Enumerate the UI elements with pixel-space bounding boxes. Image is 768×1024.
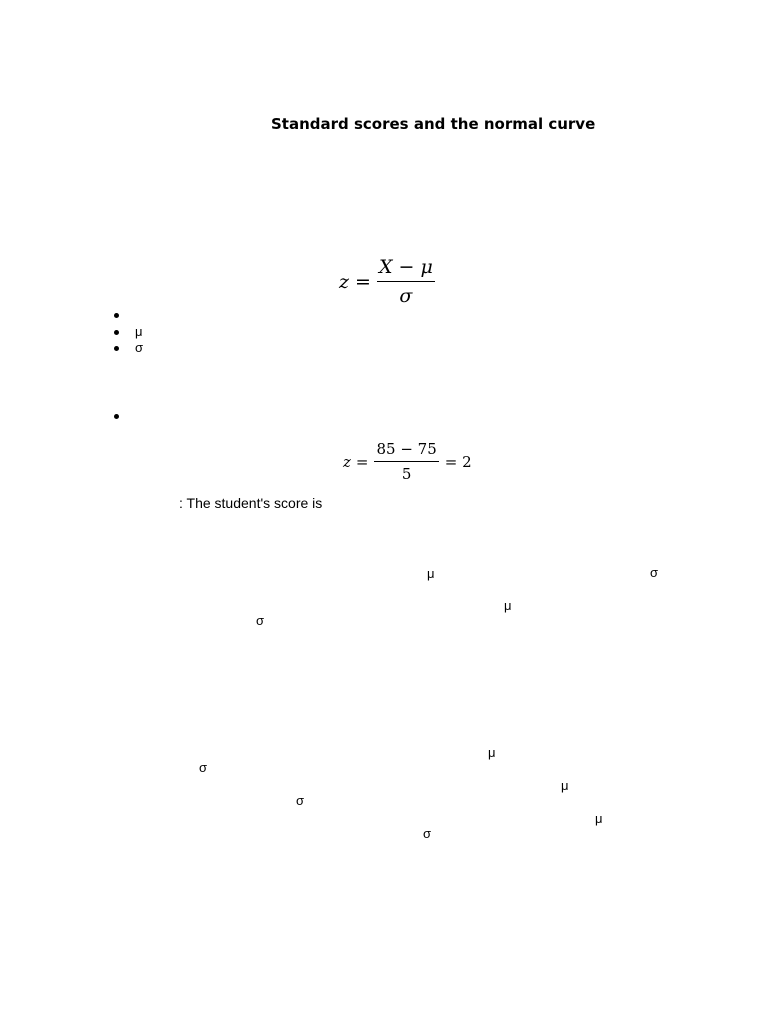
sigma-symbol: σ [256, 613, 265, 628]
mu-symbol: μ [561, 778, 569, 793]
mu-symbol: μ [427, 566, 435, 581]
formula-result: = 2 [444, 452, 472, 471]
sigma-symbol: σ [296, 793, 305, 808]
formula-equals: = [355, 270, 371, 293]
formula-numerator: 85 − 75 [374, 440, 438, 462]
sigma-symbol: σ [423, 826, 432, 841]
formula-lhs: z [343, 452, 351, 471]
list-item: μ [135, 324, 143, 339]
list-bullet [114, 330, 119, 335]
mu-symbol: μ [504, 598, 512, 613]
sigma-symbol: σ [199, 760, 208, 775]
example-result-text: : The student's score is [179, 495, 323, 511]
formula-equals: = [355, 452, 369, 471]
list-item: σ [135, 340, 144, 355]
mu-symbol: μ [595, 811, 603, 826]
list-bullet [114, 414, 119, 419]
page-title: Standard scores and the normal curve [271, 115, 596, 133]
formula-numerator: X − μ [377, 256, 435, 282]
formula-denominator: σ [399, 285, 413, 307]
sigma-symbol: σ [650, 565, 659, 580]
mu-symbol: μ [488, 745, 496, 760]
formula-fraction [377, 256, 435, 307]
formula-denominator: 5 [401, 465, 412, 483]
z-score-formula [339, 256, 441, 307]
list-bullet [114, 346, 119, 351]
example-formula [343, 440, 472, 483]
formula-lhs: z [339, 270, 350, 293]
list-bullet [114, 313, 119, 318]
formula-fraction [374, 440, 438, 483]
